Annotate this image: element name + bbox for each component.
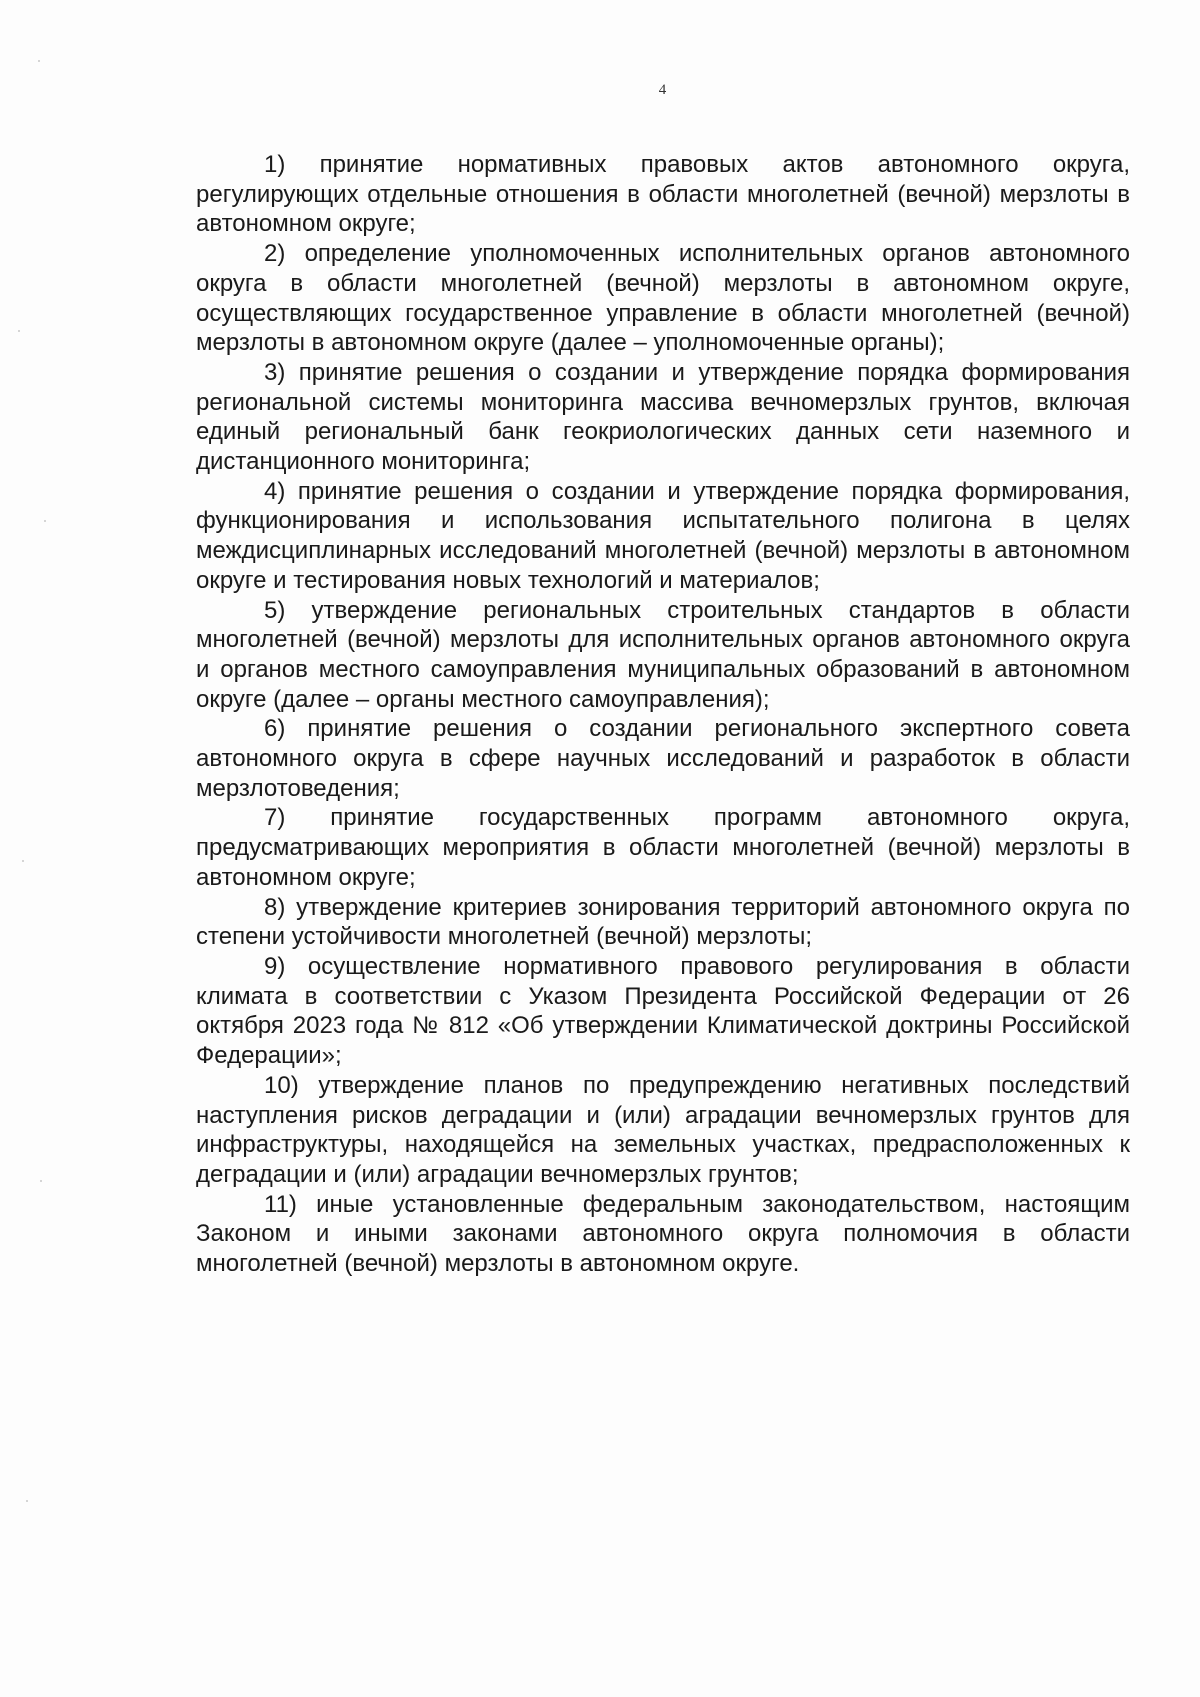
list-item: 11) иные установленные федеральным законодательством, настоящим Законом и иными законами автономного округа полномочия в области многолетней (вечной) мерзлоты в автономном округе. (196, 1190, 1130, 1278)
scan-speck (22, 860, 24, 862)
list-item: 9) осуществление нормативного правового регулирования в области климата в соответствии с Указом Президента Российской Федерации от 26 октября 2023 года № 812 «Об утверждении Климатической доктрины Российской Федерации»; (196, 952, 1130, 1070)
list-item: 7) принятие государственных программ автономного округа, предусматривающих мероприятия в области многолетней (вечной) мерзлоты в автономном округе; (196, 804, 1130, 891)
list-item: 4) принятие решения о создании и утверждение порядка формирования, функционирования и использования испытательного полигона в целях междисциплинарных исследований многолетней (вечной) мерзлоты в автономном округе и тестирования новых технологий и материалов; (196, 477, 1130, 594)
list-item: 3) принятие решения о создании и утверждение порядка формирования региональной системы мониторинга массива вечномерзлых грунтов, включая единый региональный банк геокриологических данных сети наземного и дистанционного мониторинга; (196, 358, 1130, 476)
scan-speck (18, 330, 20, 332)
list-item: 1) принятие нормативных правовых актов автономного округа, регулирующих отдельные отношения в области многолетней (вечной) мерзлоты в автономном округе; (196, 151, 1130, 238)
page-number: 4 (658, 82, 667, 98)
list-item: 2) определение уполномоченных исполнительных органов автономного округа в области многолетней (вечной) мерзлоты в автономном округе, осуществляющих государственное управление в области многолетней (вечной) мерзлоты в автономном округе (далее – уполномоченные органы); (196, 240, 1130, 357)
scan-speck (44, 520, 46, 522)
list-item: 5) утверждение региональных строительных стандартов в области многолетней (вечной) мерзлоты для исполнительных органов автономного округа и органов местного самоуправления муниципальных образований в автономном округе (далее – органы местного самоуправления); (196, 596, 1130, 713)
document-body (196, 150, 1130, 1279)
list-item: 8) утверждение критериев зонирования территорий автономного округа по степени устойчивости многолетней (вечной) мерзлоты; (196, 893, 1130, 951)
scan-speck (26, 1500, 28, 1502)
list-item: 10) утверждение планов по предупреждению негативных последствий наступления рисков деградации и (или) аградации вечномерзлых грунтов для инфраструктуры, находящейся на земельных участках, предрасположенных к деградации и (или) аградации вечномерзлых грунтов; (196, 1071, 1130, 1188)
scan-speck (38, 60, 40, 62)
list-item: 6) принятие решения о создании регионального экспертного совета автономного округа в сфере научных исследований и разработок в области мерзлотоведения; (196, 715, 1130, 802)
scan-speck (40, 1180, 42, 1182)
